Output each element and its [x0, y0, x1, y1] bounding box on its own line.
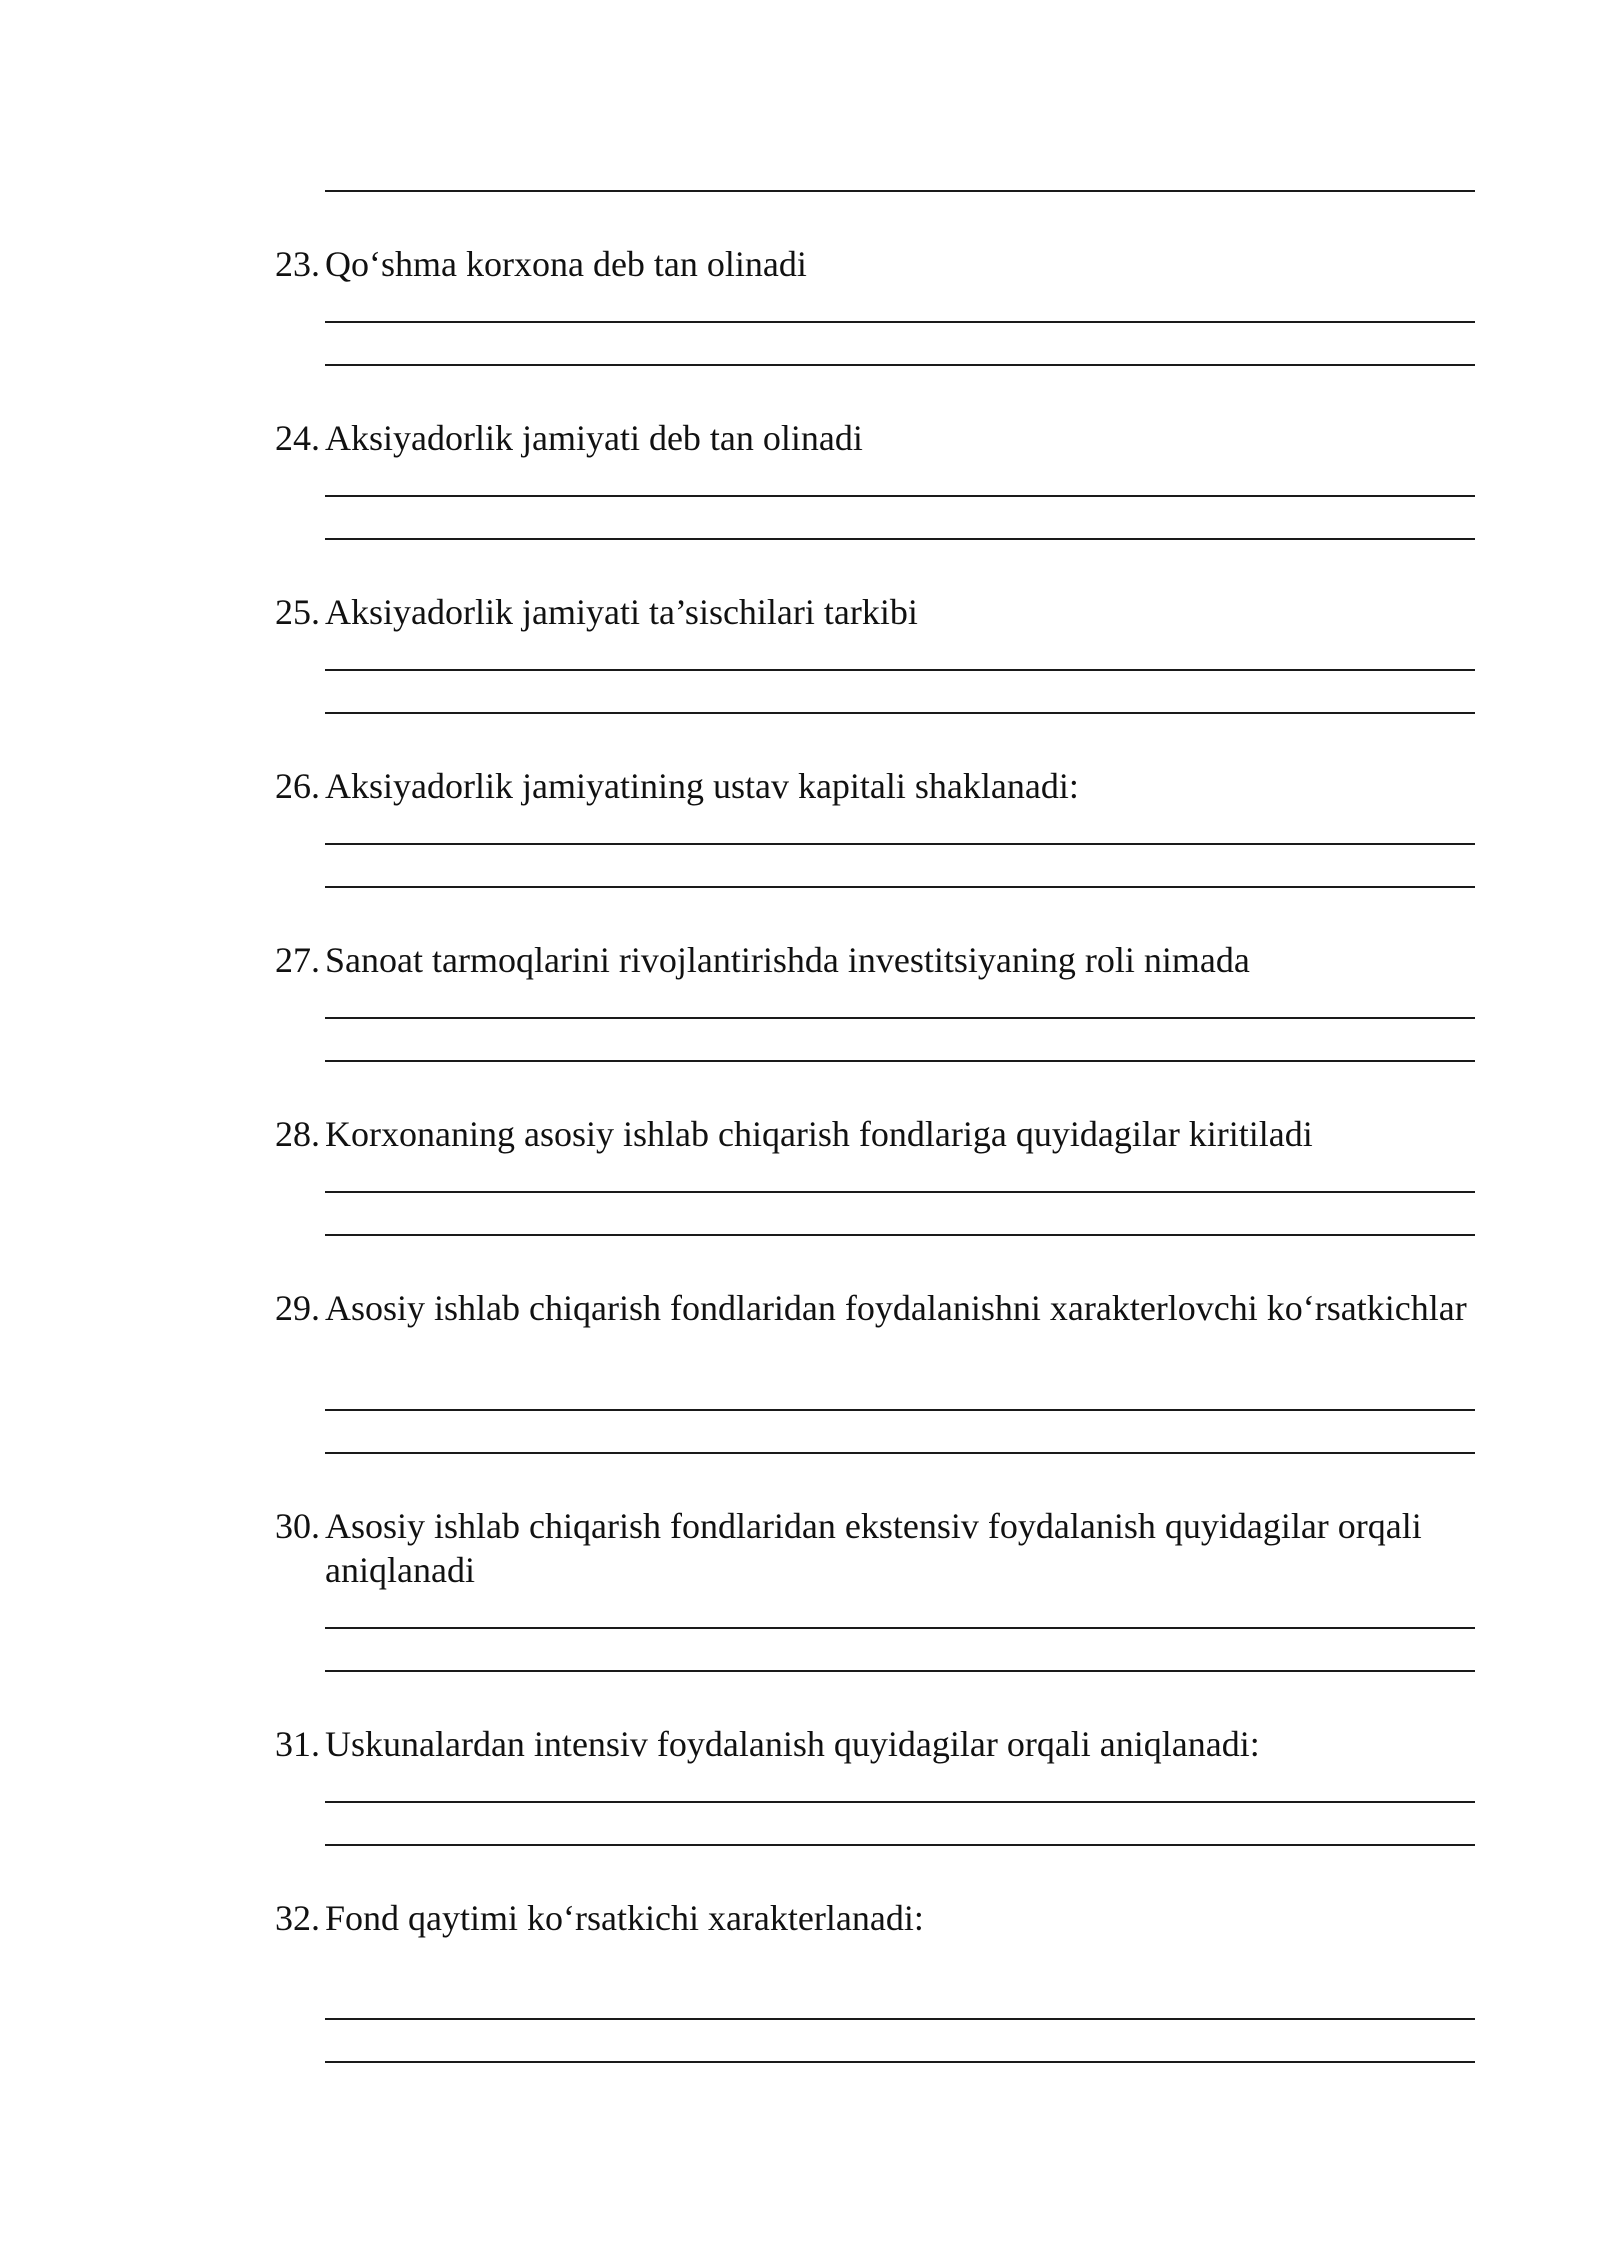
answer-line — [325, 190, 1475, 192]
answer-line — [325, 1452, 1475, 1454]
answer-line — [325, 1060, 1475, 1062]
question-text: Asosiy ishlab chiqarish fondlaridan ekstensiv foydalanish quyidagilar orqali aniqlanadi — [325, 1506, 1422, 1590]
answer-line — [325, 1017, 1475, 1019]
question-number: 26. — [275, 766, 320, 806]
question-number: 30. — [275, 1506, 320, 1546]
question-26 — [275, 764, 1475, 808]
answer-line — [325, 538, 1475, 540]
question-29 — [275, 1286, 1475, 1330]
answer-line — [325, 1844, 1475, 1846]
answer-line — [325, 2061, 1475, 2063]
question-30 — [275, 1504, 1475, 1592]
answer-line — [325, 1670, 1475, 1672]
answer-line — [325, 495, 1475, 497]
answer-line — [325, 886, 1475, 888]
answer-line — [325, 843, 1475, 845]
answer-line — [325, 1801, 1475, 1803]
answer-line — [325, 669, 1475, 671]
question-text: Uskunalardan intensiv foydalanish quyidagilar orqali aniqlanadi: — [325, 1724, 1260, 1764]
question-27 — [275, 938, 1475, 982]
question-text: Aksiyadorlik jamiyatining ustav kapitali shaklanadi: — [325, 766, 1079, 806]
question-number: 32. — [275, 1898, 320, 1938]
answer-line — [325, 364, 1475, 366]
question-number: 25. — [275, 592, 320, 632]
question-number: 31. — [275, 1724, 320, 1764]
question-number: 29. — [275, 1288, 320, 1328]
question-24 — [275, 416, 1475, 460]
question-23 — [275, 242, 1475, 286]
question-text: Aksiyadorlik jamiyati deb tan olinadi — [325, 418, 863, 458]
question-28 — [275, 1112, 1475, 1156]
answer-line — [325, 1627, 1475, 1629]
question-number: 27. — [275, 940, 320, 980]
answer-line — [325, 1191, 1475, 1193]
answer-line — [325, 1409, 1475, 1411]
question-25 — [275, 590, 1475, 634]
question-text: Qo‘shma korxona deb tan olinadi — [325, 244, 807, 284]
answer-line — [325, 1234, 1475, 1236]
question-text: Sanoat tarmoqlarini rivojlantirishda investitsiyaning roli nimada — [325, 940, 1250, 980]
question-31 — [275, 1722, 1475, 1766]
answer-line — [325, 2018, 1475, 2020]
answer-line — [325, 321, 1475, 323]
answer-line — [325, 712, 1475, 714]
question-number: 24. — [275, 418, 320, 458]
question-text: Asosiy ishlab chiqarish fondlaridan foydalanishni xarakterlovchi ko‘rsatkichlar — [325, 1288, 1467, 1328]
question-text: Fond qaytimi ko‘rsatkichi xarakterlanadi: — [325, 1898, 924, 1938]
question-32 — [275, 1896, 1475, 1940]
question-text: Aksiyadorlik jamiyati ta’sischilari tarkibi — [325, 592, 918, 632]
question-number: 28. — [275, 1114, 320, 1154]
question-number: 23. — [275, 244, 320, 284]
question-text: Korxonaning asosiy ishlab chiqarish fondlariga quyidagilar kiritiladi — [325, 1114, 1313, 1154]
